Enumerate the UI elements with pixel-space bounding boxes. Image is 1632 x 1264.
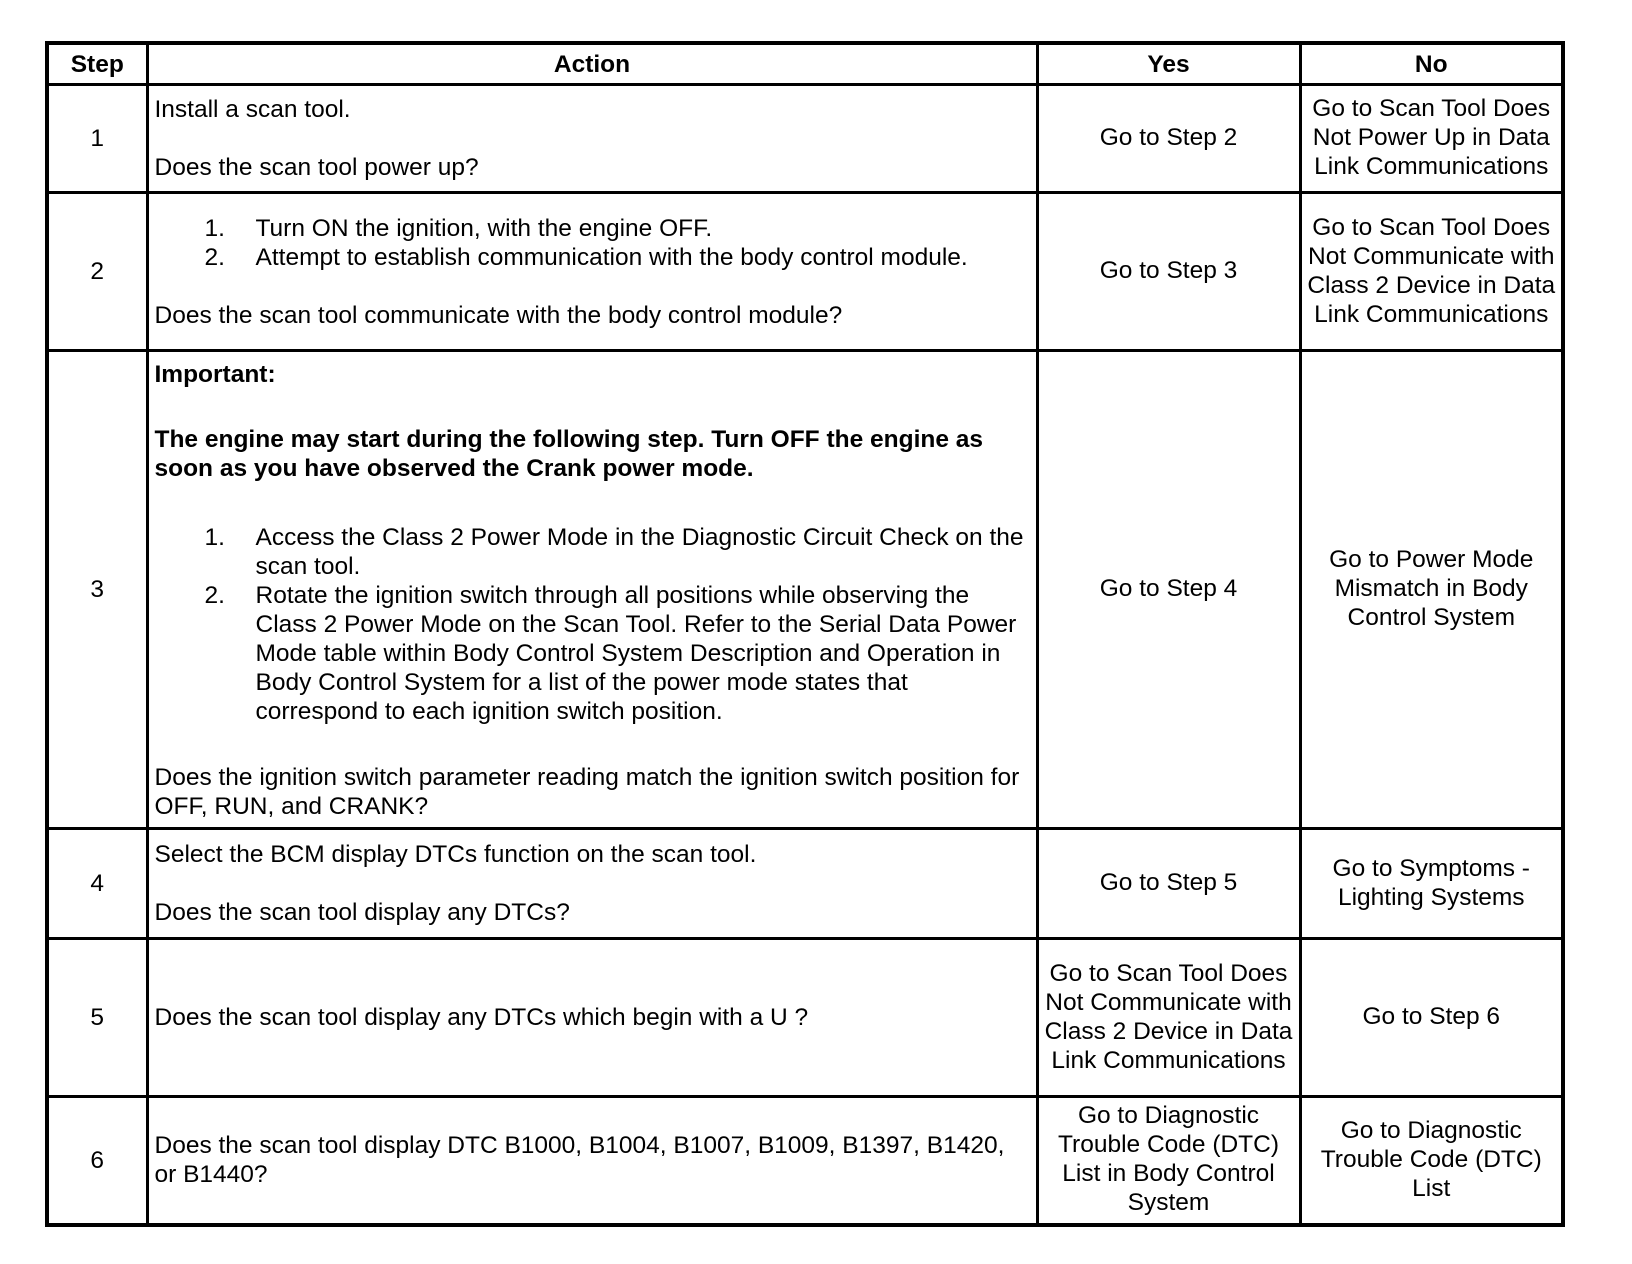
substep-number: 1. bbox=[204, 524, 225, 551]
header-step: Step bbox=[47, 43, 147, 85]
no-cell: Go to Scan Tool Does Not Power Up in Data Link Communications bbox=[1300, 85, 1563, 193]
substep-list bbox=[155, 523, 1030, 726]
table-row-step-4 bbox=[47, 829, 1563, 939]
table-header-row bbox=[47, 43, 1563, 85]
action-cell bbox=[147, 193, 1037, 351]
substep-item bbox=[155, 243, 1030, 272]
substep-item bbox=[155, 581, 1030, 726]
substep-number: 2. bbox=[204, 243, 225, 271]
substep-number: 2. bbox=[204, 582, 225, 609]
step-number: 1 bbox=[47, 85, 147, 193]
diagnostic-table bbox=[45, 41, 1565, 1227]
substep-number: 1. bbox=[204, 214, 225, 242]
yes-cell: Go to Scan Tool Does Not Communicate with Class 2 Device in Data Link Communications bbox=[1037, 939, 1300, 1097]
substep-item bbox=[155, 523, 1030, 581]
no-cell: Go to Diagnostic Trouble Code (DTC) List bbox=[1300, 1097, 1563, 1225]
header-yes: Yes bbox=[1037, 43, 1300, 85]
header-action: Action bbox=[147, 43, 1037, 85]
table-row-step-2 bbox=[47, 193, 1563, 351]
step-number: 3 bbox=[47, 351, 147, 829]
table-row-step-1 bbox=[47, 85, 1563, 193]
yes-cell: Go to Step 4 bbox=[1037, 351, 1300, 829]
action-cell bbox=[147, 939, 1037, 1097]
action-intro: Install a scan tool. bbox=[154, 96, 351, 123]
action-cell bbox=[147, 85, 1037, 193]
substep-text: Attempt to establish communication with the body control module. bbox=[255, 243, 968, 271]
action-question: Does the scan tool communicate with the body control module? bbox=[154, 301, 843, 329]
yes-cell: Go to Step 2 bbox=[1037, 85, 1300, 193]
substep-text: Turn ON the ignition, with the engine OFF. bbox=[255, 214, 713, 242]
action-cell bbox=[147, 351, 1037, 829]
step-number: 4 bbox=[47, 829, 147, 939]
action-question: Does the scan tool display DTC B1000, B1004, B1007, B1009, B1397, B1420, or B1440? bbox=[154, 1132, 1005, 1189]
table-row-step-5 bbox=[47, 939, 1563, 1097]
action-cell bbox=[147, 1097, 1037, 1225]
no-cell: Go to Step 6 bbox=[1300, 939, 1563, 1097]
yes-cell: Go to Step 3 bbox=[1037, 193, 1300, 351]
no-cell: Go to Power Mode Mismatch in Body Control System bbox=[1300, 351, 1563, 829]
action-question: Does the scan tool display any DTCs? bbox=[154, 899, 570, 926]
action-intro: Select the BCM display DTCs function on the scan tool. bbox=[154, 841, 757, 868]
substep-text: Access the Class 2 Power Mode in the Diagnostic Circuit Check on the scan tool. bbox=[255, 524, 1024, 580]
header-no: No bbox=[1300, 43, 1563, 85]
no-cell: Go to Symptoms - Lighting Systems bbox=[1300, 829, 1563, 939]
important-text: The engine may start during the following step. Turn OFF the engine as soon as you have observed the Crank power mode. bbox=[154, 426, 984, 482]
no-cell: Go to Scan Tool Does Not Communicate with Class 2 Device in Data Link Communications bbox=[1300, 193, 1563, 351]
yes-cell: Go to Diagnostic Trouble Code (DTC) List in Body Control System bbox=[1037, 1097, 1300, 1225]
action-question: Does the ignition switch parameter reading match the ignition switch position for OFF, RUN, and CRANK? bbox=[154, 764, 1020, 820]
action-question: Does the scan tool power up? bbox=[154, 154, 479, 181]
yes-cell: Go to Step 5 bbox=[1037, 829, 1300, 939]
substep-text: Rotate the ignition switch through all positions while observing the Class 2 Power Mode on the Scan Tool. Refer to the Serial Data Power Mode table within Body Control System Description and Operation in Body Control System for a list of the power mode states that correspond to each ignition switch position. bbox=[255, 582, 1017, 725]
action-question: Does the scan tool display any DTCs which begin with a U ? bbox=[154, 1004, 809, 1031]
step-number: 5 bbox=[47, 939, 147, 1097]
step-number: 6 bbox=[47, 1097, 147, 1225]
action-cell bbox=[147, 829, 1037, 939]
substep-item bbox=[155, 214, 1030, 243]
substep-list bbox=[155, 214, 1030, 272]
step-number: 2 bbox=[47, 193, 147, 351]
table-row-step-6 bbox=[47, 1097, 1563, 1225]
table-row-step-3 bbox=[47, 351, 1563, 829]
important-label: Important: bbox=[154, 361, 276, 388]
